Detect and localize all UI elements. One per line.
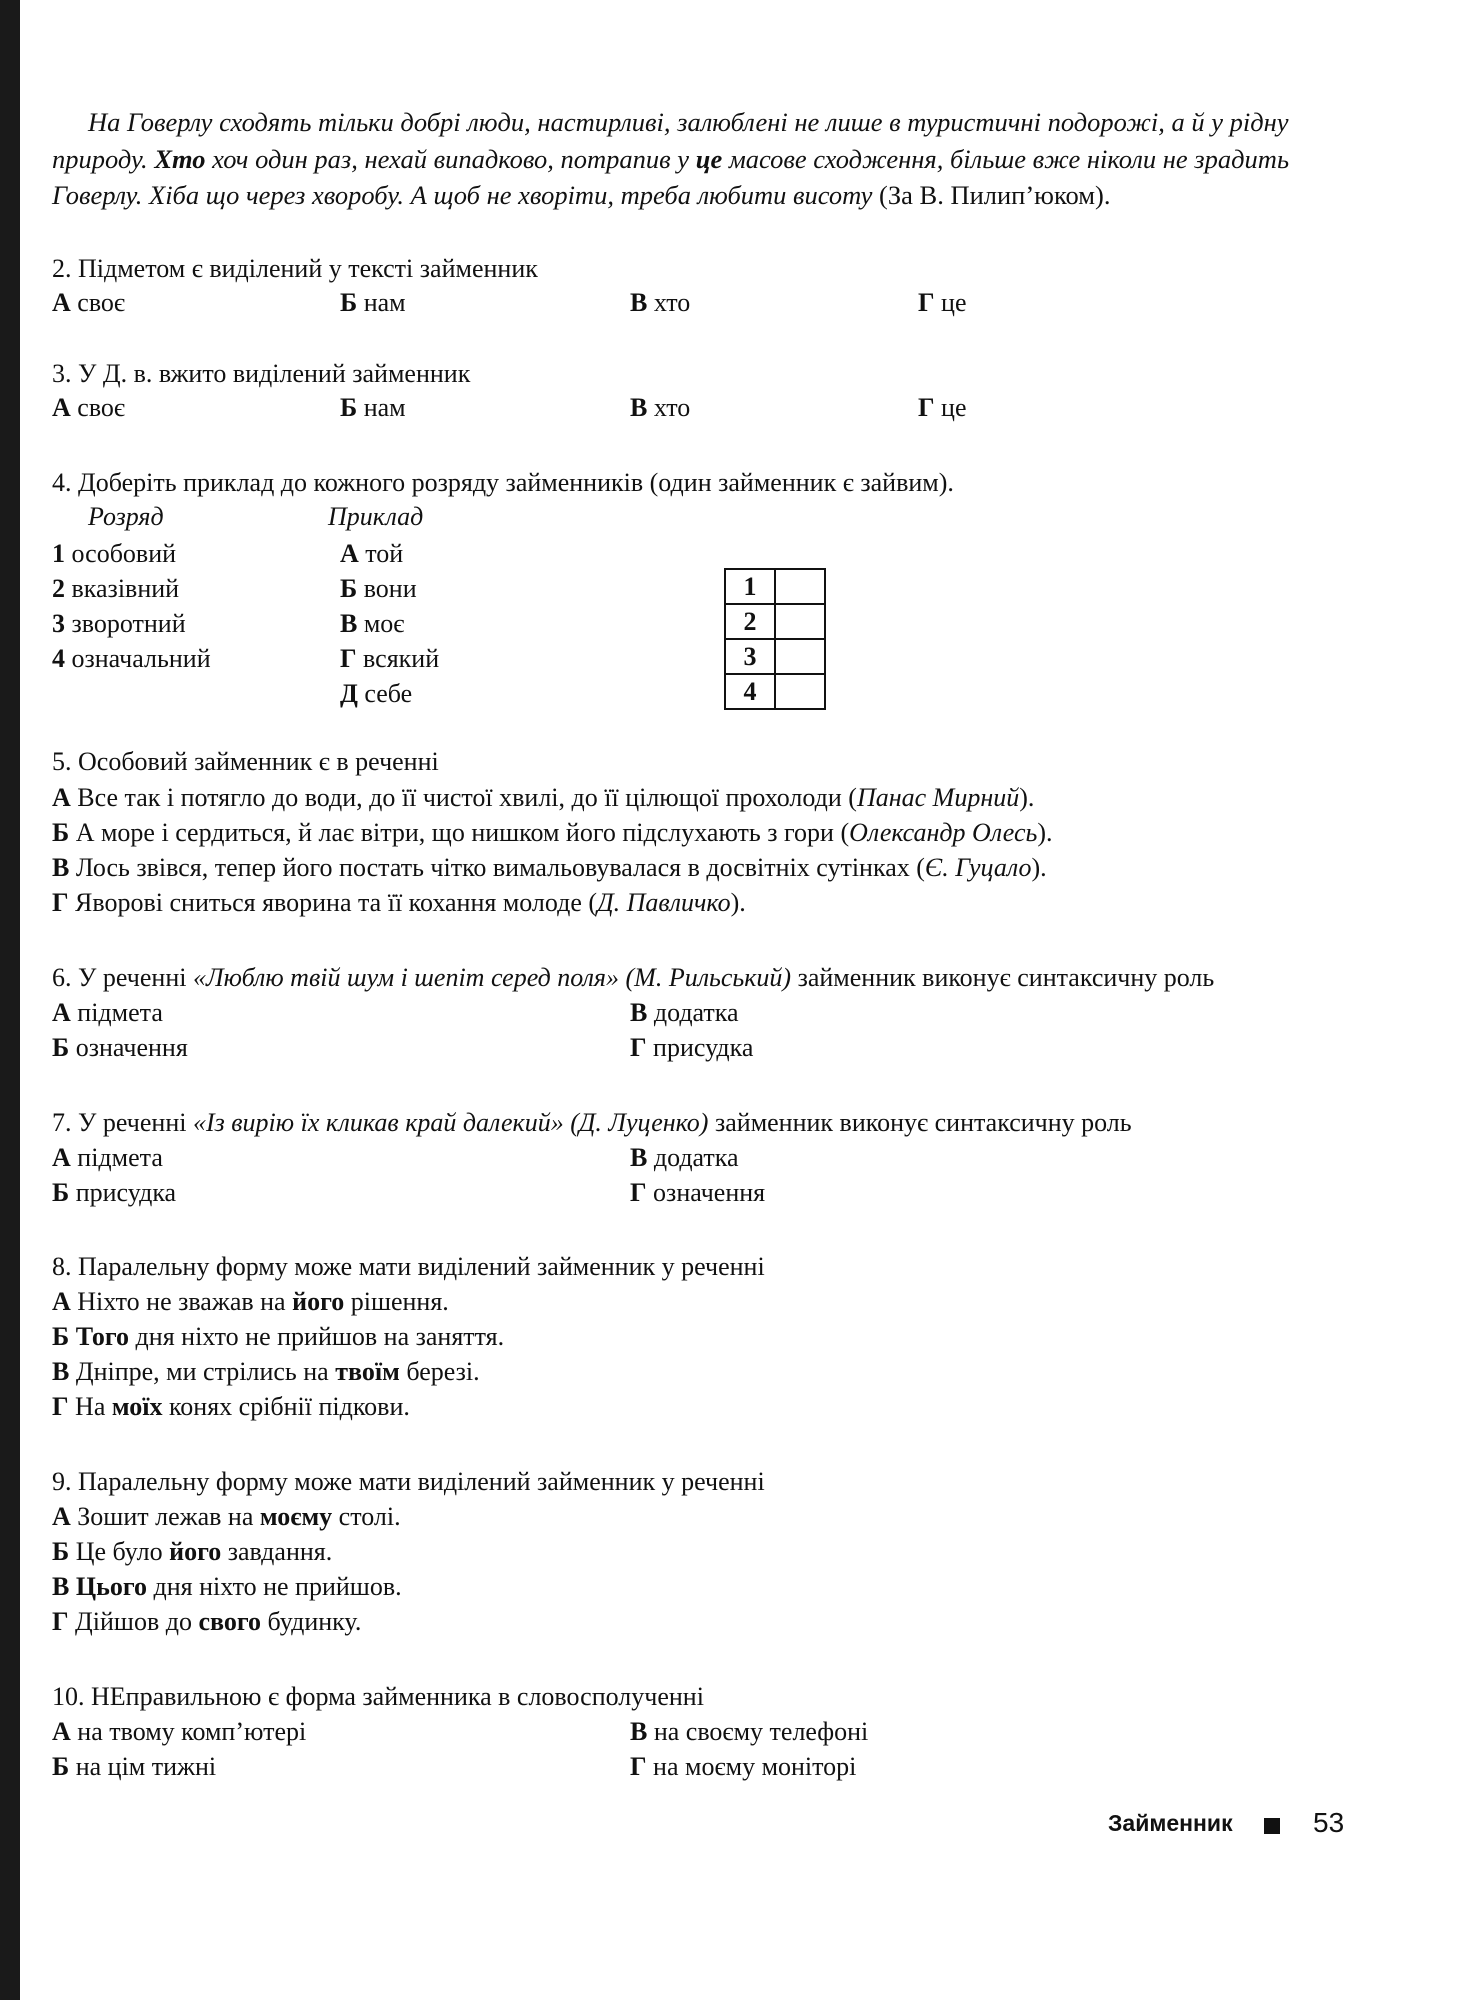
q3-option-b[interactable]: Б нам — [340, 393, 406, 422]
q2-title: 2. Підметом є виділений у тексті займенник — [52, 254, 538, 283]
q4-example-a: А той — [340, 539, 404, 568]
q4-category-1: 1 особовий — [52, 539, 177, 568]
answer-cell[interactable] — [775, 604, 825, 639]
q2-option-b[interactable]: Б нам — [340, 288, 406, 317]
q4-left-header: Розряд — [88, 502, 164, 531]
q10-title: 10. НЕправильною є форма займенника в словосполученні — [52, 1682, 704, 1711]
q8-option-b[interactable]: Б Того дня ніхто не прийшов на заняття. — [52, 1322, 505, 1351]
q5-option-d[interactable]: Г Яворові сниться яворина та її кохання молоде (Д. Павличко). — [52, 888, 746, 917]
q6-option-d[interactable]: Г присудка — [630, 1033, 754, 1062]
q7-title: 7. У реченні «Із вирію їх кликав край далекий» (Д. Луценко) займенник виконує синтаксичну роль — [52, 1108, 1132, 1137]
page-number: 53 — [1313, 1807, 1345, 1838]
q10-option-d[interactable]: Г на моєму моніторі — [630, 1752, 857, 1781]
q6-option-a[interactable]: А підмета — [52, 998, 163, 1027]
q7-option-d[interactable]: Г означення — [630, 1178, 766, 1207]
q5-option-c[interactable]: В Лось звівся, тепер його постать чітко вимальовувалася в досвітніх сутінках (Є. Гуцало). — [52, 853, 1047, 882]
q8-title: 8. Паралельну форму може мати виділений займенник у реченні — [52, 1252, 765, 1281]
answer-row-label: 3 — [725, 639, 775, 674]
q10-option-b[interactable]: Б на цім тижні — [52, 1752, 217, 1781]
q6-option-c[interactable]: В додатка — [630, 998, 739, 1027]
q8-option-c[interactable]: В Дніпре, ми стрілись на твоїм березі. — [52, 1357, 480, 1386]
intro-text: На Говерлу сходять тільки добрі люди, настирливі, залюблені не лише в туристичні подорожі, а й у рідну природу. Хто хоч один раз, нехай випадково, потрапив у це масове сходження, більше вже ніколи не зрадить Говерлу. Хіба що через хворобу. А щоб не хворіти, треба любити висоту (За В. Пилип’юком). — [52, 107, 1290, 210]
q5-option-b[interactable]: Б А море і сердиться, й лає вітри, що нишком його підслухають з гори (Олександр Олесь). — [52, 818, 1053, 847]
q7-option-a[interactable]: А підмета — [52, 1143, 163, 1172]
q3-title: 3. У Д. в. вжито виділений займенник — [52, 359, 471, 388]
q9-option-c[interactable]: В Цього дня ніхто не прийшов. — [52, 1572, 402, 1601]
q4-example-c: В моє — [340, 609, 405, 638]
footer-square-icon — [1264, 1818, 1280, 1834]
q3-option-a[interactable]: А своє — [52, 393, 126, 422]
q3-option-d[interactable]: Г це — [918, 393, 967, 422]
answer-row-label: 4 — [725, 674, 775, 709]
q7-option-b[interactable]: Б присудка — [52, 1178, 177, 1207]
q2-option-c[interactable]: В хто — [630, 288, 691, 317]
q9-option-b[interactable]: Б Це було його завдання. — [52, 1537, 333, 1566]
q4-answer-grid — [724, 568, 826, 710]
q4-category-2: 2 вказівний — [52, 574, 180, 603]
answer-cell[interactable] — [775, 639, 825, 674]
q6-title: 6. У реченні «Люблю твій шум і шепіт серед поля» (М. Рильський) займенник виконує синтаксичну роль — [52, 963, 1215, 992]
q2-option-d[interactable]: Г це — [918, 288, 967, 317]
q9-title: 9. Паралельну форму може мати виділений займенник у реченні — [52, 1467, 765, 1496]
answer-row — [725, 639, 825, 674]
q4-title: 4. Доберіть приклад до кожного розряду займенників (один займенник є зайвим). — [52, 468, 954, 497]
q4-example-e: Д себе — [340, 679, 413, 708]
q4-category-3: 3 зворотний — [52, 609, 186, 638]
answer-cell[interactable] — [775, 674, 825, 709]
q10-option-a[interactable]: А на твому комп’ютері — [52, 1717, 307, 1746]
answer-cell[interactable] — [775, 569, 825, 604]
answer-row — [725, 569, 825, 604]
q2-option-a[interactable]: А своє — [52, 288, 126, 317]
answer-row-label: 2 — [725, 604, 775, 639]
q4-category-4: 4 означальний — [52, 644, 211, 673]
q9-option-a[interactable]: А Зошит лежав на моєму столі. — [52, 1502, 401, 1531]
q8-option-a[interactable]: А Ніхто не зважав на його рішення. — [52, 1287, 449, 1316]
q5-option-a[interactable]: А Все так і потягло до води, до її чистої хвилі, до її цілющої прохолоди (Панас Мирний). — [52, 783, 1035, 812]
q5-title: 5. Особовий займенник є в реченні — [52, 747, 439, 776]
q10-option-c[interactable]: В на своєму телефоні — [630, 1717, 869, 1746]
q7-option-c[interactable]: В додатка — [630, 1143, 739, 1172]
q8-option-d[interactable]: Г На моїх конях срібнії підкови. — [52, 1392, 410, 1421]
answer-row — [725, 604, 825, 639]
q4-example-b: Б вони — [340, 574, 417, 603]
footer-section-title: Займенник — [1108, 1810, 1233, 1836]
q4-right-header: Приклад — [328, 502, 424, 531]
answer-row-label: 1 — [725, 569, 775, 604]
q9-option-d[interactable]: Г Дійшов до свого будинку. — [52, 1607, 362, 1636]
answer-row — [725, 674, 825, 709]
q6-option-b[interactable]: Б означення — [52, 1033, 188, 1062]
scan-edge — [0, 0, 20, 2000]
q3-option-c[interactable]: В хто — [630, 393, 691, 422]
q4-example-d: Г всякий — [340, 644, 440, 673]
